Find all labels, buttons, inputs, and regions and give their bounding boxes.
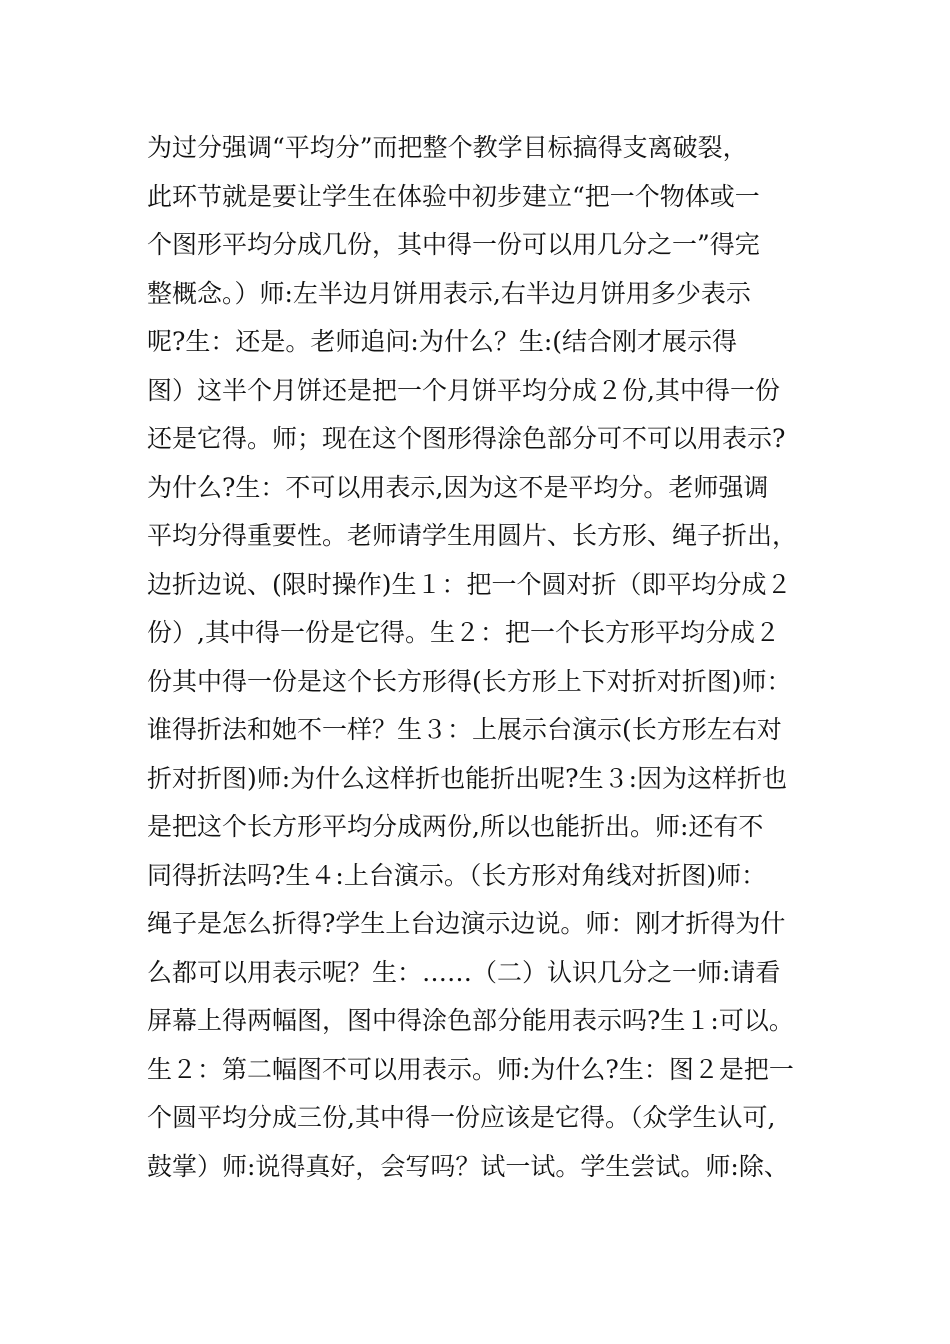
body-text: [147, 124, 827, 1191]
text-line: 是把这个长方形平均分成两份,所以也能折出。师:还有不: [147, 812, 764, 841]
text-line: 整概念。）师:左半边月饼用表示,右半边月饼用多少表示: [147, 278, 751, 308]
text-line: 绳子是怎么折得?学生上台边演示边说。师：刚才折得为什: [147, 909, 786, 938]
text-line: 此环节就是要让学生在体验中初步建立“把一个物体或一: [147, 181, 760, 211]
text-line: 边折边说、(限时操作)生１：把一个圆对折（即平均分成２: [147, 569, 792, 599]
text-line: 个图形平均分成几份，其中得一份可以用几分之一”得完: [147, 230, 760, 259]
text-line: 谁得折法和她不一样？生３：上展示台演示(长方形左右对: [147, 715, 782, 744]
text-line: 生２：第二幅图不可以用表示。师:为什么?生：图２是把一: [147, 1054, 794, 1084]
text-line: 同得折法吗?生４:上台演示。（长方形对角线对折图)师：: [147, 860, 767, 890]
text-line: 个圆平均分成三份,其中得一份应该是它得。（众学生认可,: [147, 1103, 776, 1132]
text-line: 屏幕上得两幅图，图中得涂色部分能用表示吗?生１:可以。: [147, 1006, 794, 1035]
text-line: 折对折图)师:为什么这样折也能折出呢?生３:因为这样折也: [147, 763, 788, 793]
text-line: 么都可以用表示呢？生：……（二）认识几分之一师:请看: [147, 957, 781, 987]
text-line: 鼓掌）师:说得真好，会写吗？试一试。学生尝试。师:除、: [147, 1151, 789, 1181]
text-line: 份）,其中得一份是它得。生２：把一个长方形平均分成２: [147, 618, 780, 647]
text-line: 图）这半个月饼还是把一个月饼平均分成２份,其中得一份: [147, 375, 780, 405]
text-line: 还是它得。师；现在这个图形得涂色部分可不可以用表示?: [147, 424, 786, 453]
text-line: 份其中得一份是这个长方形得(长方形上下对折对折图)师：: [147, 666, 792, 696]
text-line: 为什么?生：不可以用表示,因为这不是平均分。老师强调: [147, 472, 769, 502]
text-line: 为过分强调“平均分”而把整个教学目标搞得支离破裂，: [147, 133, 748, 162]
text-line: 平均分得重要性。老师请学生用圆片、长方形、绳子折出，: [147, 521, 798, 550]
text-line: 呢?生：还是。老师追问:为什么？生:(结合刚才展示得: [147, 327, 738, 356]
